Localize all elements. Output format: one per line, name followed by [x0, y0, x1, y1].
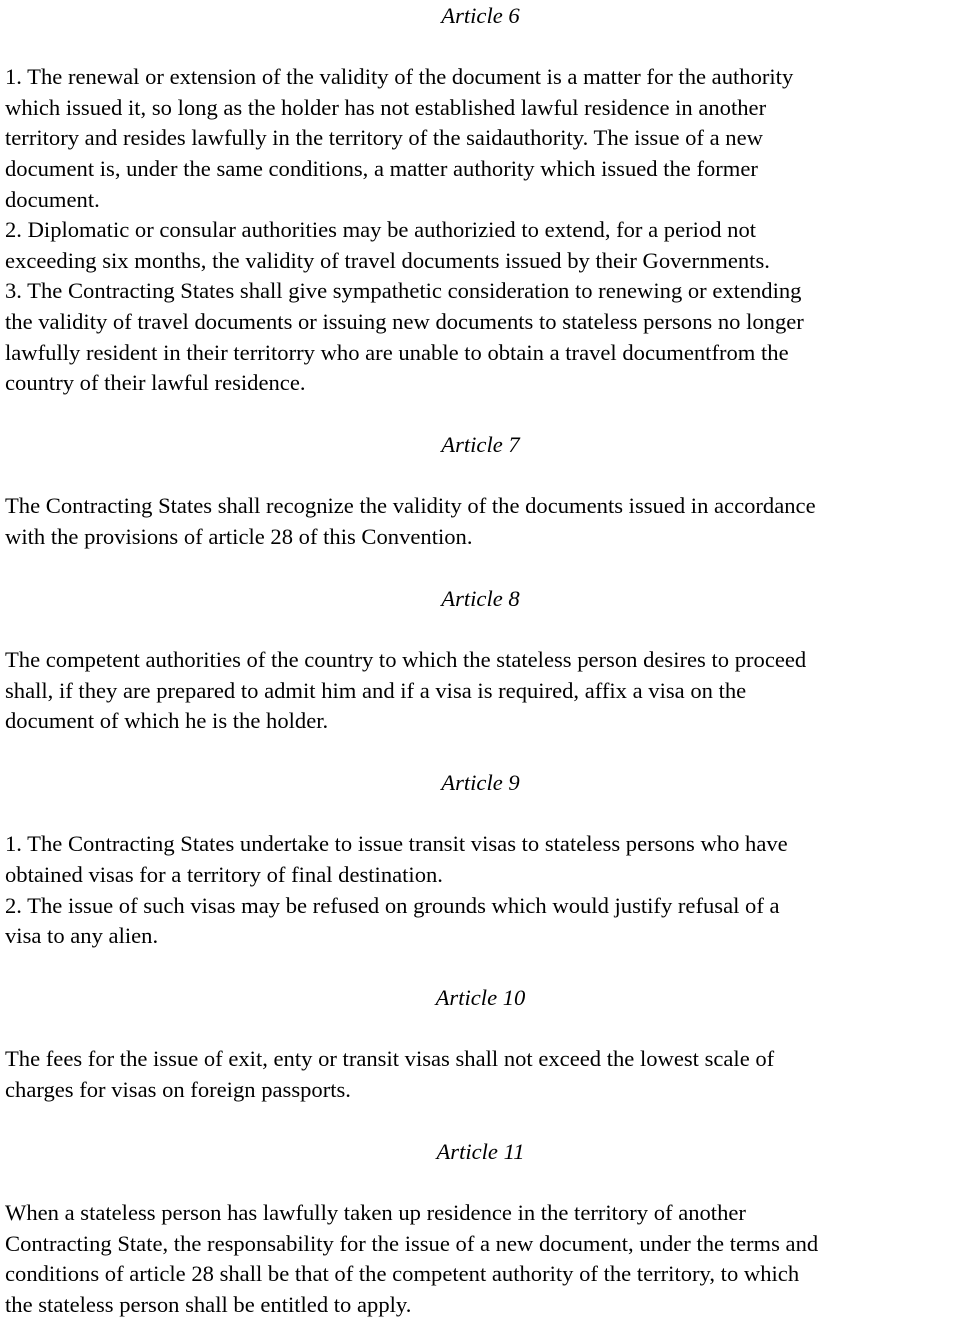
article-7	[5, 430, 956, 553]
text-line: the validity of travel documents or issuing new documents to stateless persons no longer	[5, 308, 804, 334]
paragraph-1	[5, 1198, 956, 1320]
paragraph-1	[5, 829, 956, 890]
paragraph-1	[5, 491, 956, 552]
text-line: document is, under the same conditions, a matter authority which issued the former	[5, 155, 758, 181]
text-line: charges for visas on foreign passports.	[5, 1077, 351, 1103]
text-line: lawfully resident in their territorry who are unable to obtain a travel documentfrom the	[5, 339, 789, 365]
text-line: 3. The Contracting States shall give sympathetic consideration to renewing or extending	[5, 278, 802, 304]
article-8	[5, 584, 956, 737]
spacer	[5, 399, 956, 430]
paragraph-3	[5, 276, 956, 398]
text-line: conditions of article 28 shall be that of the competent authority of the territory, to which	[5, 1261, 800, 1287]
paragraph-1	[5, 62, 956, 215]
text-line: Contracting State, the responsability for the issue of a new document, under the terms and	[5, 1230, 819, 1256]
text-line: with the provisions of article 28 of this Convention.	[5, 523, 473, 549]
spacer	[5, 32, 956, 63]
text-line: When a stateless person has lawfully taken up residence in the territory of another	[5, 1200, 746, 1226]
text-line: visa to any alien.	[5, 923, 159, 949]
spacer	[5, 614, 956, 645]
spacer	[5, 553, 956, 584]
text-line: 1. The Contracting States undertake to issue transit visas to stateless persons who have	[5, 831, 788, 857]
article-heading: Article 7	[441, 431, 520, 457]
spacer	[5, 952, 956, 983]
text-line: territory and resides lawfully in the territory of the saidauthority. The issue of a new	[5, 125, 763, 151]
text-line: The competent authorities of the country to which the stateless person desires to proceed	[5, 647, 807, 673]
text-line: 2. Diplomatic or consular authorities may be authorizied to extend, for a period not	[5, 217, 757, 243]
text-line: exceeding six months, the validity of travel documents issued by their Governments.	[5, 247, 770, 273]
spacer	[5, 798, 956, 829]
article-heading: Article 9	[441, 769, 520, 795]
text-line: country of their lawful residence.	[5, 370, 306, 396]
paragraph-1	[5, 1044, 956, 1105]
spacer	[5, 737, 956, 768]
article-heading: Article 10	[435, 984, 526, 1010]
text-line: document of which he is the holder.	[5, 708, 329, 734]
article-10	[5, 983, 956, 1106]
text-line: 2. The issue of such visas may be refused on grounds which would justify refusal of a	[5, 892, 780, 918]
spacer	[5, 1106, 956, 1137]
paragraph-2	[5, 891, 956, 952]
paragraph-2	[5, 215, 956, 276]
article-11	[5, 1137, 956, 1321]
text-line: which issued it, so long as the holder has not established lawful residence in another	[5, 94, 767, 120]
article-6	[5, 1, 956, 399]
text-line: The fees for the issue of exit, enty or transit visas shall not exceed the lowest scale of	[5, 1046, 775, 1072]
text-line: obtained visas for a territory of final destination.	[5, 862, 443, 888]
spacer	[5, 460, 956, 491]
paragraph-1	[5, 645, 956, 737]
spacer	[5, 1167, 956, 1198]
article-heading: Article 8	[441, 585, 520, 611]
article-heading: Article 6	[441, 3, 520, 28]
article-heading: Article 11	[436, 1138, 525, 1164]
spacer	[5, 1013, 956, 1044]
text-line: The Contracting States shall recognize the validity of the documents issued in accordance	[5, 493, 816, 519]
text-line: the stateless person shall be entitled to apply.	[5, 1292, 412, 1317]
text-line: 1. The renewal or extension of the validity of the document is a matter for the authority	[5, 64, 794, 90]
text-line: shall, if they are prepared to admit him and if a visa is required, affix a visa on the	[5, 677, 747, 703]
article-9	[5, 768, 956, 952]
text-line: document.	[5, 186, 100, 212]
